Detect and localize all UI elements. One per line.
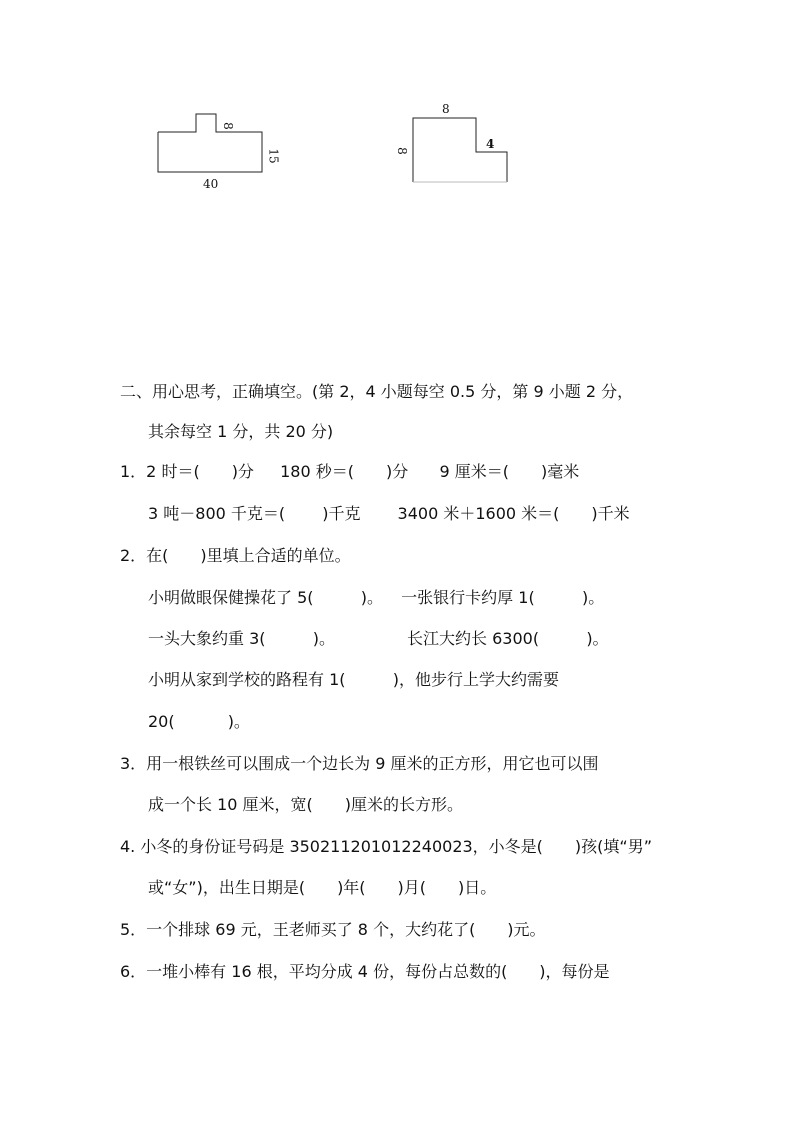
question-3-line-1: 3．用一根铁丝可以围成一个边长为 9 厘米的正方形，用它也可以围 <box>120 754 599 773</box>
figure-1-bottom-label: 40 <box>203 177 219 191</box>
section-2-heading: 二、用心思考，正确填空。(第 2，4 小题每空 0.5 分，第 9 小题 2 分， <box>120 382 634 401</box>
question-6-line-1: 6．一堆小棒有 16 根，平均分成 4 份，每份占总数的( )，每份是 <box>120 962 610 981</box>
question-3-line-2: 成一个长 10 厘米，宽( )厘米的长方形。 <box>148 795 464 814</box>
figure-2-top-label: 8 <box>442 102 450 116</box>
question-5-line-1: 5．一个排球 69 元，王老师买了 8 个，大约花了( )元。 <box>120 920 546 939</box>
figure-1-top-label: 8 <box>220 122 235 130</box>
question-2-line-4: 小明从家到学校的路程有 1( )，他步行上学大约需要 <box>148 670 560 689</box>
figure-1-side-label: 15 <box>266 148 281 164</box>
figure-2-step-label: 4 <box>486 137 495 151</box>
section-2-heading-cont: 其余每空 1 分，共 20 分) <box>148 422 334 441</box>
question-4-line-2: 或“女”)，出生日期是( )年( )月( )日。 <box>148 878 497 897</box>
question-2-line-3: 一头大象约重 3( )。 长江大约长 6300( )。 <box>148 629 609 648</box>
figure-1-outline <box>158 114 262 172</box>
figure-2-left-label: 8 <box>394 147 409 155</box>
question-4-line-1: 4. 小冬的身份证号码是 350211201012240023，小冬是( )孩(填“男” <box>120 837 652 856</box>
question-1-line-1: 1．2 时＝( )分 180 秒＝( )分 9 厘米＝( )毫米 <box>120 462 580 481</box>
question-2-line-2: 小明做眼保健操花了 5( )。 一张银行卡约厚 1( )。 <box>148 588 605 607</box>
question-1-line-2: 3 吨－800 千克＝( )千克 3400 米＋1600 米＝( )千米 <box>148 504 630 523</box>
question-2-line-5: 20( )。 <box>148 712 250 731</box>
question-2-line-1: 2．在( )里填上合适的单位。 <box>120 546 351 565</box>
